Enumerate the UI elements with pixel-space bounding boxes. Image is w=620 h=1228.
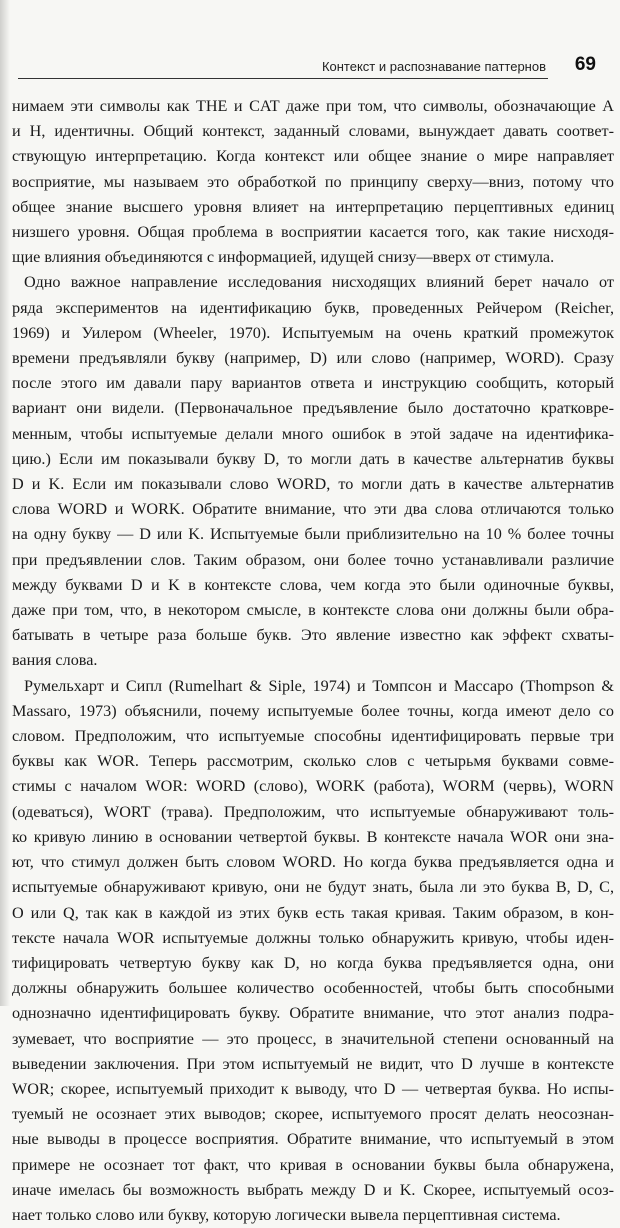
text-line: нимаем эти символы как THE и CAT даже при том, что символы, обозначающие A xyxy=(12,97,614,115)
scan-edge xyxy=(0,0,10,1006)
text-line: O или Q, так как в каждой из этих букв есть такая кривая. Таким образом, в кон- xyxy=(12,903,614,922)
text-line: и H, идентичны. Общий контекст, заданный словами, вынуждает давать соответ- xyxy=(12,122,614,141)
page-number: 69 xyxy=(574,54,596,75)
text-line: WOR; скорее, испытуемый приходит к выводу, что D — четвертая буква. Но испы- xyxy=(12,1079,614,1098)
text-line: при предъявлении слов. Таким образом, они более точно устанавливали различие xyxy=(12,550,614,569)
text-line: восприятие, мы называем это обработкой по принципу сверху—вниз, потому что xyxy=(12,172,614,191)
text-line: Румельхарт и Сипл (Rumelhart & Siple, 1974) и Томпсон и Массаро (Thompson & xyxy=(24,676,614,695)
text-line: словом. Предположим, что испытуемые способны идентифицировать первые три xyxy=(12,727,614,746)
paragraph xyxy=(12,674,614,1228)
text-line: тифицировать четвертую букву как D, но когда буква предъявляется одна, они xyxy=(12,953,614,972)
text-line: даже при том, что, в некотором смысле, в контексте слова они должны были обра- xyxy=(12,601,614,620)
text-line: примере не осознает тот факт, что кривая в основании буквы была обнаружена, xyxy=(12,1155,614,1174)
body-text xyxy=(12,94,614,1228)
text-line: общее знание высшего уровня влияет на интерпретацию перцептивных единиц xyxy=(12,197,614,216)
chapter-title: Контекст и распознавание паттернов xyxy=(321,59,546,74)
text-line: ряда экспериментов на идентификацию букв, проведенных Рейчером (Reicher, xyxy=(12,298,614,317)
text-line: туемый не осознает этих выводов; скорее, испытуемого просят делать неосознан- xyxy=(12,1105,614,1124)
text-line: однозначно идентифицировать букву. Обратите внимание, что этот анализ подра- xyxy=(12,1004,614,1023)
text-line: вариант они видели. (Первоначальное предъявление было достаточно кратковре- xyxy=(12,399,614,418)
text-line: ствующую интерпретацию. Когда контекст или общее знание о мире направляет xyxy=(12,147,614,166)
text-line: времени предъявляли букву (например, D) или слово (например, WORD). Сразу xyxy=(12,349,614,368)
text-line: зумевает, что восприятие — это процесс, в значительной степени основанный на xyxy=(12,1029,614,1048)
text-line: должны обнаружить большее количество особенностей, чтобы быть способными xyxy=(12,979,614,998)
paragraph xyxy=(12,94,614,270)
text-line: выведении заключения. При этом испытуемый не видит, что D лучше в контексте xyxy=(12,1054,614,1073)
text-line: Одно важное направление исследования нисходящих влияний берет начало от xyxy=(24,273,614,292)
text-line: ные выводы в процессе восприятия. Обратите внимание, что испытуемый в этом xyxy=(12,1130,614,1149)
text-line: на одну букву — D или K. Испытуемые были приблизительно на 10 % более точны xyxy=(12,525,614,544)
text-line: D и K. Если им показывали слово WORD, то могли дать в качестве альтернатив xyxy=(12,475,614,494)
text-line: между буквами D и K в контексте слова, чем когда это были одиночные буквы, xyxy=(12,575,614,594)
text-line: иначе имелась бы возможность выбрать между D и K. Скорее, испытуемый осоз- xyxy=(12,1180,614,1199)
text-line: батывать в четыре раза больше букв. Это явление известно как эффект схваты- xyxy=(12,626,614,645)
text-line: испытуемые обнаруживают кривую, они не будут знать, была ли это буква B, D, C, xyxy=(12,878,614,897)
text-line: менным, чтобы испытуемые делали много ошибок в этой задаче на идентифика- xyxy=(12,424,614,443)
text-line: буквы как WOR. Теперь рассмотрим, сколько слов с четырьмя буквами совме- xyxy=(12,752,614,771)
text-line: щие влияния объединяются с информацией, идущей снизу—вверх от стимула. xyxy=(12,248,555,267)
text-line: низшего уровня. Общая проблема в восприятии касается того, как такие нисходя- xyxy=(12,223,614,242)
text-line: цию.) Если им показывали букву D, то могли дать в качестве альтернатив буквы xyxy=(12,449,614,468)
text-line: стимы с началом WOR: WORD (слово), WORK (работа), WORM (червь), WORN xyxy=(12,777,614,796)
paragraph xyxy=(12,270,614,673)
text-line: Massaro, 1973) объяснили, почему испытуемые более точны, когда имеют дело со xyxy=(12,701,614,720)
header-rule xyxy=(18,78,548,79)
text-line: ют, что стимул должен быть словом WORD. Но когда буква предъявляется одна и xyxy=(12,853,614,872)
text-line: нает только слово или букву, которую логически вывела перцептивная система. xyxy=(12,1205,561,1224)
running-header xyxy=(18,50,598,80)
text-line: слова WORD и WORK. Обратите внимание, что эти два слова отличаются только xyxy=(12,500,614,519)
text-line: ко кривую линию в основании четвертой буквы. В контексте начала WOR они зна- xyxy=(12,827,614,846)
text-line: тексте начала WOR испытуемые должны только обнаружить кривую, чтобы иден- xyxy=(12,928,614,947)
text-line: после этого им давали пару вариантов ответа и инструкцию сообщить, который xyxy=(12,374,614,393)
text-line: (одеваться), WORT (трава). Предположим, что испытуемые обнаруживают толь- xyxy=(12,802,614,821)
text-line: вания слова. xyxy=(12,651,98,670)
text-line: 1969) и Уилером (Wheeler, 1970). Испытуемым на очень краткий промежуток xyxy=(12,323,614,342)
